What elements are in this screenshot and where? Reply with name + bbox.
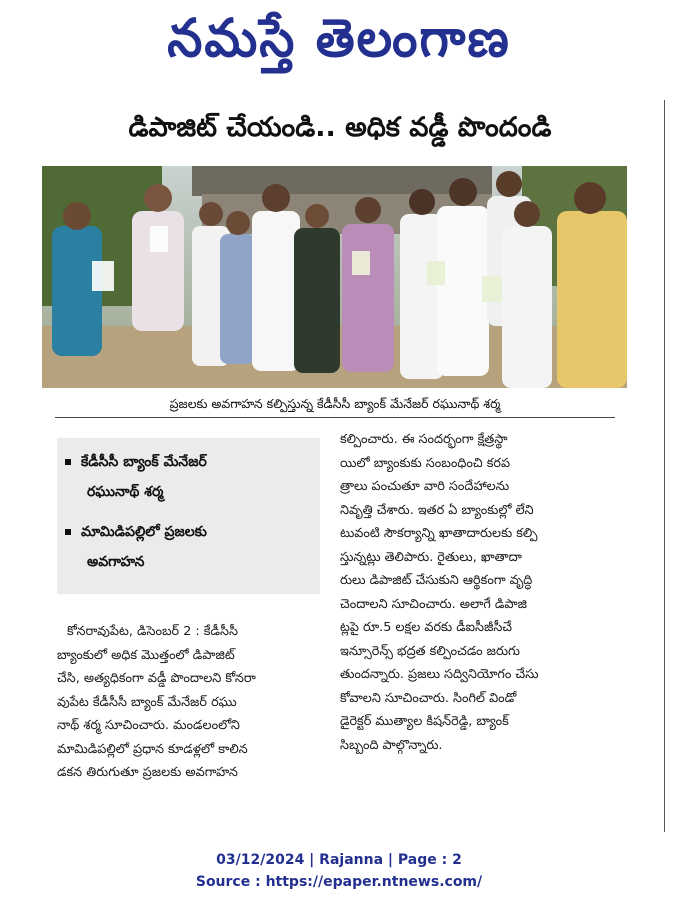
body-line: డైరెక్టర్ ముత్యాల కిషన్‌రెడ్డి, బ్యాంక్ bbox=[340, 714, 509, 729]
body-line: కోవాలని సూచించారు. సింగిల్ విండో bbox=[340, 690, 517, 706]
body-line: బ్యాంకులో అధిక మొత్తంలో డిపాజిట్ bbox=[57, 647, 235, 663]
body-line: సిబ్బంది పాల్గొన్నారు. bbox=[340, 737, 443, 753]
highlight-item-1-cont: రఘునాథ్ శర్మ bbox=[87, 484, 164, 500]
body-line: స్తున్నట్లు తెలిపారు. రైతులు, ఖాతాదా bbox=[340, 549, 522, 565]
body-line: చేసి, అత్యధికంగా వడ్డీ పొందాలని కోనరా bbox=[57, 671, 256, 686]
body-line: వుపేట కేడీసీసీ బ్యాంక్ మేనేజర్ రఘు bbox=[57, 694, 237, 710]
photo-caption: ప్రజలకు అవగాహన కల్పిస్తున్న కేడీసీసీ బ్యాంక్ మేనేజర్ రఘునాథ్ శర్మ bbox=[55, 396, 615, 418]
body-line: నాథ్ శర్మ సూచించారు. మండలంలోని bbox=[57, 718, 240, 733]
article-body-right bbox=[340, 428, 630, 757]
highlight-item-2-cont: అవగాహన bbox=[87, 554, 145, 570]
highlight-item-2 bbox=[65, 520, 207, 544]
bullet-icon bbox=[65, 529, 71, 535]
body-line: కోనరావుపేట, డిసెంబర్ 2 : కేడీసీసీ bbox=[67, 624, 238, 639]
news-photo bbox=[42, 166, 627, 388]
group-photo-illustration bbox=[42, 166, 627, 388]
body-line: తుందన్నారు. ప్రజలు సద్వినియోగం చేసు bbox=[340, 667, 539, 682]
body-line: టువంటి సౌకర్యాన్ని ఖాతాదారులకు కల్పి bbox=[340, 526, 538, 541]
highlight-item-1 bbox=[65, 450, 207, 474]
body-line: రులు డిపాజిట్ చేసుకుని ఆర్థికంగా వృద్ధి bbox=[340, 573, 533, 588]
article-body-left bbox=[57, 620, 320, 785]
highlight-text: కేడీసీసీ బ్యాంక్ మేనేజర్ bbox=[81, 454, 207, 470]
body-line: డకన తిరుగుతూ ప్రజలకు అవగాహన bbox=[57, 765, 238, 780]
masthead-logo: నమస్తే తెలంగాణ bbox=[167, 7, 511, 69]
body-line: యిలో బ్యాంకుకు సంబంధించి కరప bbox=[340, 455, 511, 471]
body-line: ట్లపై రూ.5 లక్షల వరకు డీఐసీజీసీచే bbox=[340, 620, 513, 635]
column-divider bbox=[664, 100, 665, 832]
body-line: త్రాలు పంచుతూ వారి సందేహాలను bbox=[340, 479, 510, 494]
body-line: కల్పించారు. ఈ సందర్భంగా క్షేత్రస్థా bbox=[340, 432, 508, 447]
highlights-box bbox=[57, 438, 320, 594]
footer-source-link[interactable]: Source : https://epaper.ntnews.com/ bbox=[195, 874, 483, 890]
article-headline: డిపాజిట్ చేయండి.. అధిక వడ్డీ పొందండి bbox=[128, 112, 552, 143]
body-line: ఇన్సూరెన్స్ భద్రత కల్పించడం జరుగు bbox=[340, 643, 520, 659]
bullet-icon bbox=[65, 459, 71, 465]
body-line: మామిడిపల్లిలో ప్రధాన కూడళ్లలో కాలిన bbox=[57, 741, 248, 757]
highlight-text: మామిడిపల్లిలో ప్రజలకు bbox=[81, 524, 207, 540]
footer-date-edition: 03/12/2024 | Rajanna | Page : 2 bbox=[216, 852, 462, 868]
body-line: నివృత్తి చేశారు. ఇతర ఏ బ్యాంకుల్లో లేని bbox=[340, 502, 534, 518]
body-line: చెందాలని సూచించారు. అలాగే డిపాజి bbox=[340, 596, 527, 612]
